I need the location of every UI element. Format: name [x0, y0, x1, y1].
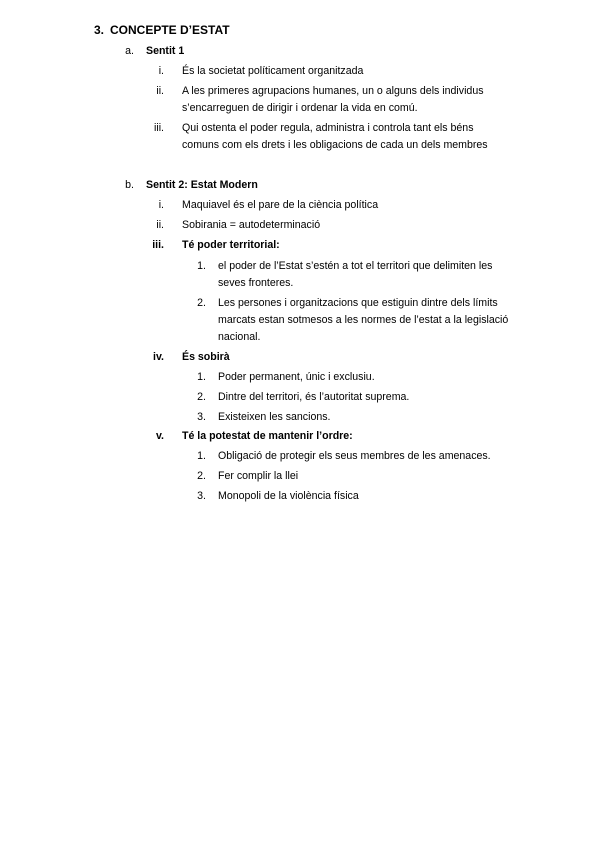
subsection-b-title: Sentit 2: Estat Modern: [146, 179, 258, 191]
list-item-text: A les primeres agrupacions humanes, un o alguns dels individus: [182, 85, 484, 97]
list-marker: iii.: [153, 122, 164, 134]
sub-list-text: marcats estan sotmesos a les normes de l’estat a la legislació: [218, 314, 509, 326]
list-item-text: Sobirania = autodeterminació: [182, 219, 321, 231]
sub-list-text: Monopoli de la violència física: [218, 490, 359, 502]
sub-list-text: el poder de l’Estat s’estén a tot el territori que delimiten les: [218, 260, 493, 272]
list-marker: ii.: [156, 219, 164, 231]
subsection-a-title: Sentit 1: [146, 45, 185, 57]
list-item-heading: És sobirà: [182, 351, 230, 363]
sub-list-text: nacional.: [218, 331, 261, 343]
sub-list-text: seves fronteres.: [218, 277, 294, 289]
sub-list-text: Dintre del territori, és l’autoritat suprema.: [218, 391, 410, 403]
sub-list-text: Fer complir la llei: [218, 470, 299, 482]
section-number: 3.: [93, 23, 104, 37]
list-item-heading: Té la potestat de mantenir l’ordre:: [182, 430, 353, 442]
list-marker: v.: [155, 430, 164, 442]
list-marker: i.: [158, 65, 164, 77]
sub-list-marker: 2.: [197, 470, 206, 482]
sub-list-text: Poder permanent, únic i exclusiu.: [218, 371, 375, 383]
list-item-text: Qui ostenta el poder regula, administra i controla tant els béns: [182, 122, 474, 134]
section-title: CONCEPTE D’ESTAT: [110, 23, 230, 37]
list-marker: iii.: [152, 239, 164, 251]
sub-list-marker: 1.: [197, 260, 206, 272]
list-marker: iv.: [153, 351, 164, 363]
list-marker: ii.: [156, 85, 164, 97]
list-marker: i.: [158, 199, 164, 211]
subsection-b-marker: b.: [125, 179, 134, 191]
subsection-a-marker: a.: [125, 45, 134, 57]
list-item-text: És la societat políticament organitzada: [182, 65, 364, 77]
list-item-text: comuns com els drets i les obligacions de cada un dels membres: [182, 139, 488, 151]
list-item-text: s’encarreguen de dirigir i ordenar la vida en comú.: [182, 102, 418, 114]
list-item-text: Maquiavel és el pare de la ciència política: [182, 199, 379, 211]
sub-list-text: Existeixen les sancions.: [218, 411, 331, 423]
sub-list-marker: 1.: [197, 371, 206, 383]
sub-list-marker: 2.: [197, 297, 206, 309]
sub-list-marker: 3.: [197, 411, 206, 423]
sub-list-marker: 2.: [197, 391, 206, 403]
sub-list-text: Les persones i organitzacions que estiguin dintre dels límits: [218, 297, 498, 309]
sub-list-text: Obligació de protegir els seus membres de les amenaces.: [218, 450, 491, 462]
sub-list-marker: 1.: [197, 450, 206, 462]
list-item-heading: Té poder territorial:: [182, 239, 280, 251]
sub-list-marker: 3.: [197, 490, 206, 502]
